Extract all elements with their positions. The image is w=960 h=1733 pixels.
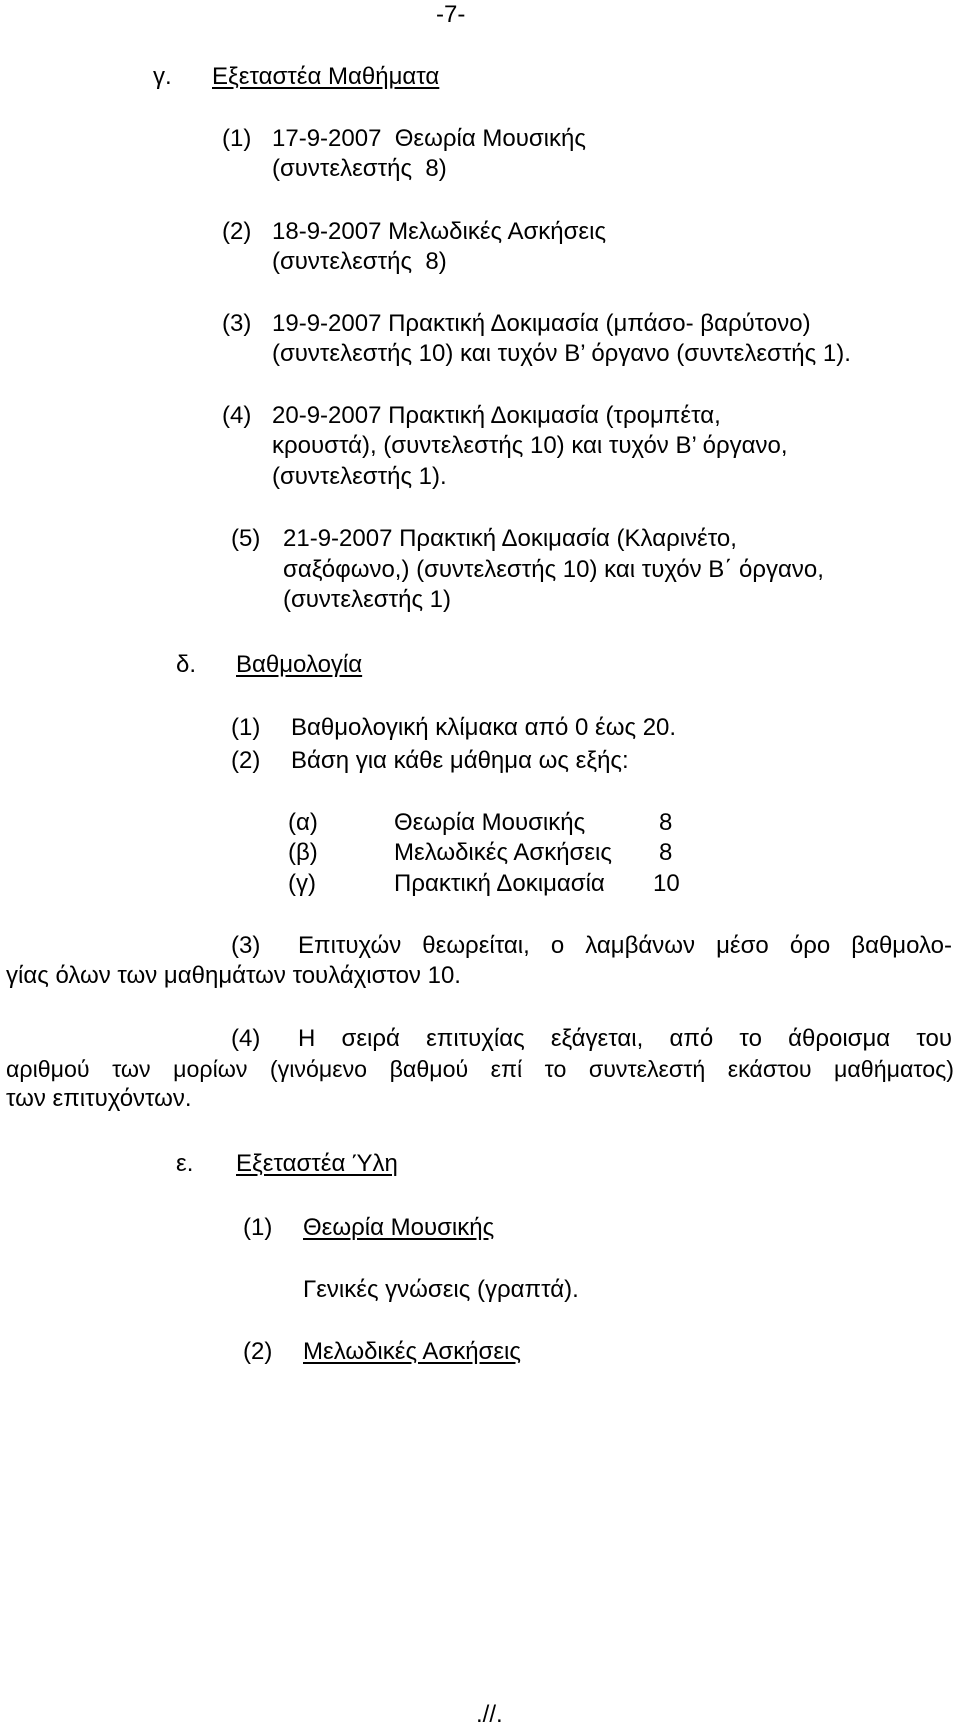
- subject-a-value: 8: [659, 809, 673, 836]
- grading-item-3-line1: Επιτυχών θεωρείται, ο λαμβάνων μέσο όρο βαθμολο-: [298, 932, 952, 959]
- subject-b-label: (β): [288, 839, 318, 866]
- exam-item-1-number: (1): [222, 125, 252, 152]
- syllabus-item-1-number: (1): [243, 1214, 273, 1241]
- exam-item-5-line3: (συντελεστής 1): [283, 586, 452, 613]
- section-d-marker: δ.: [176, 651, 197, 678]
- exam-item-1-line1: 17-9-2007 Θεωρία Μουσικής: [272, 125, 586, 152]
- section-g-title: Εξεταστέα Μαθήματα: [212, 63, 440, 90]
- section-g-marker: γ.: [153, 63, 172, 90]
- grading-item-3-number: (3): [231, 932, 261, 959]
- grading-item-2-text: Βάση για κάθε μάθημα ως εξής:: [291, 747, 629, 774]
- section-d-title: Βαθμολογία: [236, 651, 363, 678]
- grading-item-1-text: Βαθμολογική κλίμακα από 0 έως 20.: [291, 714, 677, 741]
- exam-item-5-line2: σαξόφωνο,) (συντελεστής 10) και τυχόν Β΄ όργανο,: [283, 556, 824, 583]
- syllabus-item-1-title: Θεωρία Μουσικής: [303, 1214, 495, 1241]
- exam-item-2-line2: (συντελεστής 8): [272, 248, 447, 275]
- syllabus-item-2-number: (2): [243, 1338, 273, 1365]
- syllabus-item-2-title: Μελωδικές Ασκήσεις: [303, 1338, 521, 1365]
- exam-item-3-line1: 19-9-2007 Πρακτική Δοκιμασία (μπάσο- βαρύτονο): [272, 310, 811, 337]
- exam-item-3-number: (3): [222, 310, 252, 337]
- exam-item-2-number: (2): [222, 218, 252, 245]
- exam-item-4-line1: 20-9-2007 Πρακτική Δοκιμασία (τρομπέτα,: [272, 402, 721, 429]
- grading-item-4-line3: των επιτυχόντων.: [6, 1085, 192, 1112]
- section-e-title: Εξεταστέα Ύλη: [236, 1150, 398, 1177]
- grading-item-4-number: (4): [231, 1025, 261, 1052]
- exam-item-4-line2: κρουστά), (συντελεστής 10) και τυχόν Β’ όργανο,: [272, 432, 788, 459]
- grading-item-2-number: (2): [231, 747, 261, 774]
- syllabus-item-1-desc: Γενικές γνώσεις (γραπτά).: [303, 1276, 579, 1303]
- subject-c-value: 10: [653, 870, 680, 897]
- exam-item-1-line2: (συντελεστής 8): [272, 155, 447, 182]
- page-number: -7-: [436, 1, 466, 28]
- subject-c-name: Πρακτική Δοκιμασία: [394, 870, 605, 897]
- subject-b-value: 8: [659, 839, 673, 866]
- footer-mark: .//.: [476, 1701, 503, 1728]
- exam-item-3-line2: (συντελεστής 10) και τυχόν Β’ όργανο (συντελεστής 1).: [272, 340, 851, 367]
- exam-item-2-line1: 18-9-2007 Μελωδικές Ασκήσεις: [272, 218, 607, 245]
- exam-item-5-number: (5): [231, 525, 261, 552]
- grading-item-3-line2: γίας όλων των μαθημάτων τουλάχιστον 10.: [6, 962, 461, 989]
- subject-a-label: (α): [288, 809, 318, 836]
- grading-item-4-line2: αριθμού των μορίων (γινόμενο βαθμού επί το συντελεστή εκάστου μαθήματος): [6, 1056, 954, 1082]
- subject-a-name: Θεωρία Μουσικής: [394, 809, 586, 836]
- exam-item-4-line3: (συντελεστής 1).: [272, 463, 447, 490]
- exam-item-4-number: (4): [222, 402, 252, 429]
- exam-item-5-line1: 21-9-2007 Πρακτική Δοκιμασία (Κλαρινέτο,: [283, 525, 737, 552]
- subject-c-label: (γ): [288, 870, 316, 897]
- grading-item-1-number: (1): [231, 714, 261, 741]
- subject-b-name: Μελωδικές Ασκήσεις: [394, 839, 612, 866]
- section-e-marker: ε.: [176, 1150, 194, 1177]
- grading-item-4-line1: Η σειρά επιτυχίας εξάγεται, από το άθροισμα του: [298, 1025, 952, 1052]
